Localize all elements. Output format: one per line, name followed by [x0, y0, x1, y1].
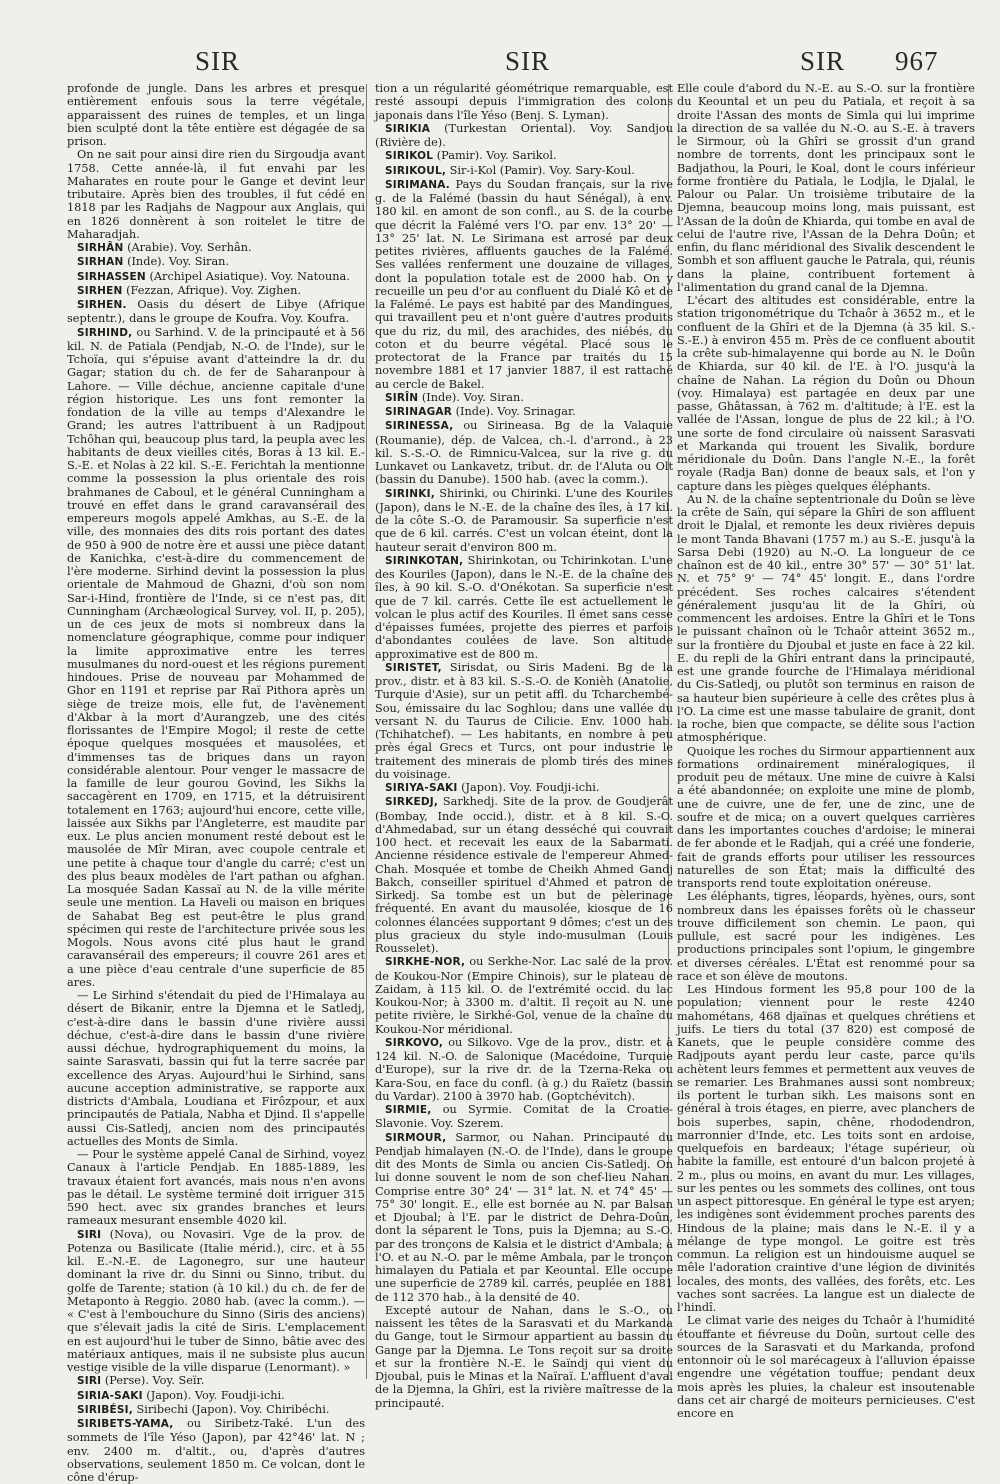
dictionary-entry — [67, 1374, 365, 1388]
entry-headword: SIRHEN. — [77, 299, 127, 311]
entry-text: Au N. de la chaîne septentrionale du Doûn se lève la crête de Saïn, qui sépare la Ghîri de son affluent droit le Djalal, et remonte les deux rivières depuis le mont Tanda Bhavani (1757 m.) au S.-E. jusqu'à la Sarsa Debi (1920) au N.-O. La longueur de ce chaînon est de 40 kil., entre 30° 57' — 30° 51' lat. N. et 75° 9' — 74° 45' longit. E., dans l'ordre précédent. Ses roches calcaires s'étendent généralement jusqu'au lit de la Ghîri, où commencent les ardoises. Entre la Ghîri et le Tons le puissant chaînon où le Tchaôr atteint 3652 m., sur la frontière du Djoubal et juste en face à 22 kil. E. du repli de la Ghîri entrant dans la principauté, est une grande fourche de l'Himalaya méridional du Cis-Satledj, ou plutôt son terminus en raison de sa hauteur bien supérieure à celle des crêtes plus à l'O. La cime est une masse tabulaire de granit, dont la roche, bien que compacte, se délite sous l'action atmosphérique. — [677, 492, 975, 745]
entry-text: Elle coule d'abord du N.-E. au S.-O. sur la frontière du Keountal et un peu du Patiala, et reçoit à sa droite l'Assan des monts de Simla qui lui imprime la direction de sa vallée du N.-O. au S.-E. à travers le Sirmour, où la Ghîri se grossit d'un grand nombre de torrents, dont les principaux sont le Badjathou, la Pouri, le Koal, dont le cours inférieur forme frontière du Patiala, le Lodjla, le Djalal, le Palour ou Palar. Un troisième tributaire de la Djemna, beaucoup moins long, mais puissant, est l'Assan de la doûn de Khiarda, qui tombe en aval de celui de l'autre rive, l'Assan de la Dehra Doûn; et enfin, du flanc méridional des Sivalik descendent le Sombh et son affluent gauche le Patrala, qui, réunis dans la plaine, contribuent fortement à l'alimentation du grand canal de la Djemna. — [677, 82, 975, 294]
entry-headword: SIRIKOUL, — [385, 164, 447, 177]
entry-text: ou Sarhind. V. de la principauté et à 56 kil. N. de Patiala (Pendjab, N.-O. de l'Inde), sur le Tchoïa, qui s'épuise avant d'atteindre la dr. du Gagar; station du ch. de fer de Saharanpour à Lahore. — Ville déchue, ancienne capitale d'une région historique. Les uns font remonter la fondation de la ville au temps d'Alexandre le Grand; les autres l'attribuent à un Radjpout Tchôhan qui, beaucoup plus tard, la peupla avec les habitants de deux vieilles cités, Boras à 13 kil. E.-S.-E. et Nolas à 22 kil. S.-E. Ferichtah la mentionne comme la possession la plus orientale des rois brahmanes de Caboul, et le général Cunningham a trouvé en effet dans le grand caravansérail des empereurs mogols appelé Amkhas, au S.-E. de la ville, des monnaies des dits rois portant des dates de 950 à 900 de notre ère et aussi une pièce datant de Kanichka, c'est-à-dire du commencement de l'ère moderne. Sirhind devint la possession la plus orientale de Mahmoud de Ghazni, d'où son nom Sar-i-Hind, frontière de l'Inde, si ce n'est pas, dit Cunningham (Archæological Survey, vol. II, p. 205), un de ces jeux de mots si nombreux dans la nomenclature géographique, comme pour indiquer la limite approximative entre les terres musulmanes du nord-ouest et les régions purement hindoues. Prise de nouveau par Mohammed de Ghor en 1191 et reprise par Raï Pithora après un siège de treize mois, elle fut, de l'avènement d'Akbar à la mort d'Aurangzeb, une des cités florissantes de l'Empire Mogol; il reste de cette époque quelques mosquées et mausolées, et d'immenses tas de briques dans un rayon considérable alentour. Pour venger le massacre de la famille de leur gourou Govind, les Sikhs la saccagèrent en 1709, en 1715, et la détruisirent totalement en 1763; aujourd'hui encore, cette ville, laissée aux Sikhs par l'Angleterre, est maudite par eux. Le plus ancien monument resté debout est le mausolée de Mîr Miran, avec coupole centrale et une petite à chaque tour d'angle du carré; c'est un des plus beaux modèles de l'art pathan ou afghan. La mosquée Sadan Kassaï au N. de la ville mérite seule une mention. La Haveli ou maison en briques de Sahabat Beg est peut-être le plus grand spécimen qui reste de l'architecture privée sous les Mogols. Nous avons cité plus haut le grand caravansérail des empereurs; il couvre 261 ares et a une pièce d'eau centrale d'une superficie de 85 ares. — [67, 325, 366, 989]
entry-text: L'écart des altitudes est considérable, entre la station trigonométrique du Tchaôr à 3652 m., et le confluent de la Ghîri et de la Djemna (à 35 kil. S.-S.-E.) à environ 455 m. Près de ce confluent aboutit la crête sub-himalayenne qui borde au N. le Doûn de Khiarda, sur 40 kil. de l'E. à l'O. jusqu'à la chaîne de Nahan. La région du Doûn ou Dhoun (voy. Himalaya) est partagée en deux par une passe, Ghâtassan, à 762 m. d'altitude; à l'E. est la vallée de l'Assan, longue de plus de 22 kil.; à l'O. une sorte de fond circulaire où naissent Sarasvati et Markanda qui trouent les Sivalik, bordure méridionale du Doûn. Dans l'angle N.-E., la forêt royale (Radja Ban) donne de beaux sals, et l'on y capture dans les pièges quelques éléphants. — [677, 294, 975, 493]
dictionary-entry — [67, 1403, 365, 1417]
entry-text: (Inde). Voy. Siran. — [127, 255, 230, 269]
entry-text: — Le Sirhind s'étendait du pied de l'Himalaya au désert de Bikanir, entre la Djemna et le Satledj, c'est-à-dire dans le bassin d'une rivière aussi déchue, c'est-à-dire dans le bassin d'une rivière aussi déchue, hydrographiquement du moins, la sainte Sarasvati, bassin qui fut la terre sacrée par excellence des Aryas. Aujourd'hui le Sirhind, sans aucune acception administrative, se rapporte aux districts d'Ambala, Loudiana et Firôzpour, et aux principautés de Patiala, Nabha et Djind. Il s'appelle aussi Cis-Satledj, ancien nom des principautés actuelles des Monts de Simla. — [67, 989, 365, 1148]
dictionary-entry — [375, 1131, 673, 1304]
dictionary-entry — [67, 241, 365, 255]
dictionary-entry — [375, 122, 673, 150]
entry-headword: SIRINAGAR — [385, 406, 453, 418]
entry-text: (Japon). Voy. Foudji-ichi. — [461, 781, 600, 794]
entry-headword: SIRIBETS-YAMA, — [77, 1418, 174, 1430]
entry-text: (Pamir). Voy. Sarikol. — [436, 149, 557, 163]
entry-text: On ne sait pour ainsi dire rien du Sirgoudja avant 1758. Cette année-là, il fut envahi par les Maharates en route pour le Gange et devint leur tributaire. Après bien des troubles, il fut cédé en 1818 par les Radjahs de Nagpour aux Anglais, qui en 1826 donnèrent à son roitelet le titre de Maharadjah. — [67, 148, 365, 241]
dictionary-entry — [67, 298, 365, 326]
entry-text: profonde de jungle. Dans les arbres et presque entièrement enfouis sous la terre végétale, apparaissent des ruines de temples, et un linga bien sculpté dont la tête entière est dégagée de sa prison. — [67, 82, 365, 148]
dictionary-entry — [375, 405, 673, 419]
entry-headword: SIRMIE, — [385, 1104, 432, 1116]
entry-text: Shirinki, ou Chirinki. L'une des Kouriles (Japon), dans le N.-E. de la chaîne des îles, à 17 kil. de la côte S.-O. de Paramousir. Sa superficie n'est que de 6 kil. carrés. C'est un volcan éteint, dont la hauteur serait d'environ 800 m. — [375, 486, 674, 554]
entry-text: (Nova), ou Novasiri. Vge de la prov. de Potenza ou Basilicate (Italie mérid.), circ. et à 55 kil. E.-N.-E. de Lagonegro, sur une hauteur dominant la rive dr. du Sinni ou Sinno, tribut. du golfe de Tarente; station (à 10 kil.) du ch. de fer de Metaponto à Reggio. 2080 hab. (avec la comm.). — « C'est à l'embouchure du Sinno (Siris des anciens) que s'élevait jadis la cité de Siris. L'emplacement en est aujourd'hui le tuber de Sinno, bâtie avec des matériaux antiques, mais il ne subsiste plus aucun vestige visible de la ville disparue (Lenormant). » — [67, 1227, 365, 1374]
entry-paragraph — [677, 745, 975, 891]
entry-text: ou Siribetz-Také. L'un des sommets de l'île Yéso (Japon), par 42°46' lat. N ; env. 2400 m. d'altit., ou, d'après d'autres observations, seulement 1850 m. Ce volcan, dont le cône d'érup- — [67, 1417, 365, 1484]
entry-headword: SIRHASSEN — [77, 270, 146, 283]
entry-text: ou Sirineasa. Bg de la Valaquie (Roumanie), dép. de Valcea, ch.-l. d'arrond., à 23 kil. S.-S.-O. de Rimnicu-Valcea, sur la rive g. du Lunkavet ou Lankavetz, tribut. dr. de l'Aluta ou Olt (bassin du Danube). 1500 hab. (avec la comm.). — [375, 419, 673, 487]
dictionary-entry — [375, 781, 673, 795]
dictionary-entry — [67, 1417, 365, 1484]
entry-headword: SIRIYA-SAKI — [385, 782, 458, 794]
dictionary-entry — [375, 955, 673, 1036]
dictionary-entry — [67, 1228, 365, 1375]
entry-headword: SIRINKI, — [385, 487, 435, 500]
dictionary-entry — [375, 1036, 673, 1103]
entry-headword: SIRIBÉSI, — [77, 1403, 133, 1416]
entry-paragraph — [677, 294, 975, 493]
entry-text: Sirisdat, ou Siris Madeni. Bg de la prov., distr. et à 83 kil. S.-S.-O. de Konièh (Anatolie, Turquie d'Asie), sur un petit affl. du Tcharchembé-Sou, émissaire du lac Soghlou; dans une vallée du versant N. du Taurus de Cilicie. Env. 1000 hab. (Tchihatchef). — Les habitants, en nombre à peu près égal Grecs et Turcs, ont pour industrie le traitement des minerais de plomb tirés des mines du voisinage. — [375, 660, 673, 781]
dictionary-entry — [375, 487, 673, 554]
dictionary-entry — [375, 178, 673, 391]
entry-headword: SIRHIND, — [77, 326, 133, 339]
entry-text: Sir-i-Kol (Pamir). Voy. Sary-Koul. — [449, 163, 635, 177]
entry-headword: SIRIKOL — [385, 150, 434, 163]
dictionary-entry — [375, 391, 673, 405]
entry-paragraph — [67, 82, 365, 148]
entry-paragraph — [677, 82, 975, 294]
entry-text: (Inde). Voy. Srinagar. — [455, 405, 576, 418]
entry-text: Le climat varie des neiges du Tchaôr à l'humidité étouffante et fiévreuse du Doûn, surtout celle des sources de la Sarasvati et du Markanda, profond entonnoir où le sol marécageux à l'alluvion épaisse engendre une végétation touffue; pendant deux mois après les pluies, la chaleur est insoutenable dans cet air chargé de moiteurs pernicieuses. C'est encore en — [677, 1314, 975, 1420]
entry-text: (Inde). Voy. Siran. — [421, 390, 524, 404]
dictionary-entry — [67, 1389, 365, 1403]
entry-headword: SIRÎN — [385, 391, 419, 404]
entry-headword: SIRINESSA, — [385, 420, 454, 433]
entry-headword: SIRINKOTAN, — [385, 554, 464, 567]
entry-text: Sarkhedj. Site de la prov. de Goudjerât (Bombay, Inde occid.), distr. et à 8 kil. S.-O. d'Ahmedabad, sur un étang desséché qui couvrait 100 hect. et recevait les eaux de la Sabarmati. Ancienne résidence estivale de l'empereur Ahmed-Chah. Mosquée et tombe de Cheikh Ahmed Gandj Bakch, conseiller spirituel d'Ahmed et patron de Sirkedj. Sa tombe est un but de pèlerinage fréquenté. En avant du mausolée, kiosque de 16 colonnes élancées supportant 9 dômes; c'est un des plus gracieux du style indo-musulman (Louis Rousselet). — [375, 795, 673, 955]
entry-headword: SIRISTET, — [385, 661, 442, 674]
text-column-3 — [677, 82, 975, 1420]
entry-headword: SIRMOUR, — [385, 1131, 447, 1144]
dictionary-entry — [375, 661, 673, 781]
entry-paragraph — [67, 1148, 365, 1228]
entry-headword: SIRHÂN — [77, 242, 124, 254]
entry-text: Shirinkotan, ou Tchirinkotan. L'une des Kouriles (Japon), dans le N.-E. de la chaîne des îles, à 90 kil. S.-O. d'Onékotan. Sa superficie n'est que de 7 kil. carrés. Cette île est actuellement le volcan le plus actif des Kouriles. Il émet sans cesse d'épaisses fumées, projette des pierres et parfois d'abondantes coulées de lave. Son altitude approximative est de 800 m. — [375, 553, 673, 661]
entry-text: tion a un régularité géométrique remarquable, est resté assoupi depuis l'immigration des colons japonais dans l'île Yéso (Benj. S. Lyman). — [375, 82, 673, 122]
entry-paragraph — [677, 983, 975, 1314]
entry-paragraph — [677, 890, 975, 983]
entry-headword: SIRKEDJ, — [385, 796, 439, 809]
entry-text: (Archipel Asiatique). Voy. Natouna. — [149, 269, 350, 283]
entry-headword: SIRKOVO, — [385, 1036, 444, 1049]
column-divider — [366, 84, 367, 1379]
dictionary-entry — [67, 270, 365, 284]
entry-text: ou Serkhe-Nor. Lac salé de la prov. de Koukou-Nor (Empire Chinois), sur le plateau de Zaidam, à 115 kil. O. de l'extrémité occid. du lac Koukou-Nor; à 3300 m. d'altit. Il reçoit au N. une petite rivière, le Sirkhé-Gol, venue de la chaîne du Koukou-Nor méridional. — [375, 955, 674, 1036]
entry-text: (Turkestan Oriental). Voy. Sandjou (Rivière de). — [375, 121, 673, 149]
entry-text: Les éléphants, tigres, léopards, hyènes, ours, sont nombreux dans les épaisses forêts où le chasseur trouve difficilement son chemin. Le paon, qui pullule, est sacré pour les indigènes. Les productions principales sont l'opium, le gingembre et diverses céréales. L'État est renommé pour sa race et son élève de moutons. — [677, 890, 975, 983]
entry-headword: SIRI — [77, 1228, 102, 1241]
dictionary-entry — [375, 554, 673, 661]
entry-paragraph — [677, 493, 975, 745]
text-column-1 — [67, 82, 366, 1484]
entry-paragraph — [375, 1304, 673, 1410]
dictionary-entry — [375, 149, 673, 163]
entry-text: Les Hindous forment les 95,8 pour 100 de la population; viennent pour le reste 4240 mahométans, 468 djaïnas et quelques chrétiens et juifs. Le tiers du total (37 820) est composé de Kanets, que le peuple considère comme des Radjpouts ayant perdu leur caste, parce qu'ils achètent leurs femmes et permettent aux veuves de se remarier. Les Brahmanes aussi sont nombreux; ils portent le turban sikh. Les maisons sont en général à trois étages, en pierre, avec planchers de bois superbes, sapin, chêne, rhododendron, marronnier d'Inde, etc. Les toits sont en ardoise, quelquefois en bardeaux; l'étage supérieur, où habite la famille, est entouré d'un balcon projeté à 2 m., plus ou moins, en avant du mur. Les villages, sur les pentes ou les sommets des collines, ont tous un aspect pittoresque. En général le type est aryen; les indigènes sont évidemment proches parents des Hindous de la plaine; mais dans le N.-E. il y a mélange de type mongol. Le goitre est très commun. La religion est un hindouisme auquel se mêle l'adoration craintive d'une légion de divinités locales, des monts, des vallées, des forêts, etc. Les vaches sont sacrées. La langue est un dialecte de l'hindî. — [677, 983, 975, 1314]
entry-headword: SIRKHE-NOR, — [385, 956, 466, 969]
dictionary-entry — [67, 326, 365, 990]
entry-text: — Pour le système appelé Canal de Sirhind, voyez Canaux à l'article Pendjab. En 1885-1889, les travaux étaient fort avancés, mais nous n'en avons pas le détail. Le système terminé doit irriguer 315 590 hect. avec six grandes branches et leurs rameaux mesurant ensemble 4020 kil. — [67, 1148, 365, 1228]
entry-headword: SIRHEN — [77, 284, 123, 297]
entry-text: Quoique les roches du Sirmour appartiennent aux formations ordinairement minéralogiques, il produit peu de métaux. Une mine de cuivre à Kalsi a été abandonnée; on exploite une mine de plomb, une de cuivre, une de fer, une de zinc, une de soufre et de mica; on a ouvert quelques carrières dans les importantes couches d'ardoise; le minerai de fer abonde et le Radjah, qui a créé une fonderie, fait de grands efforts pour utiliser les ressources naturelles de son État; mais la difficulté des transports rend toute exploitation onéreuse. — [677, 744, 975, 890]
entry-text: Pays du Soudan français, sur la rive g. de la Falémé (bassin du haut Sénégal), à env. 180 kil. en amont de son confl., au S. de la courbe que décrit la Falémé vers l'O. par env. 13° 20' — 13° 25' lat. N. Le Sirimana est arrosé par deux petites rivières, affluents gauches de la Falémé. Ses vallées renferment une douzaine de villages, dont la population totale est de 2000 hab. On y recueille un peu d'or au confluent du Dialé Kô et de la Falémé. Le pays est habité par des Mandingues, qui travaillent peu et n'ont guère d'autres produits que du riz, du mil, des arachides, des niébés, du coton et du beurre végétal. Placé sous le protectorat de la France par traités du 15 novembre 1881 et 17 janvier 1887, il est rattaché au cercle de Bakel. — [375, 177, 673, 391]
entry-text: (Arabie). Voy. Serhân. — [127, 241, 252, 254]
entry-headword: SIRIMANA. — [385, 178, 450, 191]
entry-text: (Fezzan, Afrique). Voy. Zighen. — [126, 283, 301, 297]
entry-text: Sarmor, ou Nahan. Principauté du Pendjab himalayen (N.-O. de l'Inde), dans le groupe dit des Monts de Simla ou ancien Cis-Satledj. On lui donne souvent le nom de son chef-lieu Nahan. Comprise entre 30° 24' — 31° lat. N. et 74° 45' — 75° 30' longit. E., elle est bornée au N. par Balsan et Djoubal; à l'E. par le district de Dehra-Doûn, dont la séparent le Tons, puis la Djemna; au S.-O. par des tronçons de Kalsia et le district d'Ambala; à l'O. et au N.-O. par le même Ambala, par le tronçon himalayen du Patiala et par Keountal. Elle occupe une superficie de 2789 kil. carrés, peuplée en 1881 de 112 370 hab., à la densité de 40. — [375, 1130, 673, 1304]
entry-headword: SIRIKIA — [385, 122, 431, 135]
dictionary-entry — [67, 255, 365, 269]
entry-paragraph — [67, 148, 365, 241]
page-number: 967 — [895, 46, 939, 76]
entry-text: ou Silkovo. Vge de la prov., distr. et à 124 kil. N.-O. de Salonique (Macédoine, Turquie d'Europe), sur la rive dr. de la Tzerna-Reka ou Kara-Sou, en face du confl. (à g.) du Raïetz (bassin du Vardar). 2100 à 3970 hab. (Goptchévitch). — [375, 1035, 673, 1103]
running-head-left: SIR — [195, 46, 241, 76]
running-head-center: SIR — [505, 46, 551, 76]
entry-paragraph — [67, 989, 365, 1148]
entry-headword: SIRIA-SAKI — [77, 1389, 143, 1402]
entry-paragraph — [677, 1314, 975, 1420]
dictionary-entry — [67, 284, 365, 298]
entry-paragraph — [375, 82, 673, 122]
dictionary-entry — [375, 164, 673, 178]
dictionary-entry — [375, 419, 673, 486]
entry-text: (Japon). Voy. Foudji-ichi. — [146, 1388, 285, 1402]
entry-text: (Perse). Voy. Seïr. — [104, 1374, 205, 1388]
running-head-right: SIR — [800, 46, 846, 76]
dictionary-entry — [375, 795, 673, 955]
entry-headword: SIRHAN — [77, 256, 124, 269]
entry-text: Oasis du désert de Libye (Afrique septentr.), dans le groupe de Koufra. Voy. Koufra. — [67, 298, 366, 326]
entry-text: Siribechi (Japon). Voy. Chiribéchi. — [136, 1402, 330, 1416]
entry-text: Excepté autour de Nahan, dans le S.-O., où naissent les têtes de la Sarasvati et du Markanda du Gange, tout le Sirmour appartient au bassin du Gange par la Djemna. Le Tons reçoit sur sa droite et sur la frontière N.-E. le Saïndj qui vient du Djoubal, puis le Minas et la Naïraï. L'affluent d'aval de la Djemna, la Ghîri, est la rivière maîtresse de la principauté. — [375, 1303, 673, 1410]
dictionary-entry — [375, 1103, 673, 1131]
entry-headword: SIRI — [77, 1375, 102, 1388]
text-column-2 — [375, 82, 674, 1410]
entry-text: ou Syrmie. Comitat de la Croatie-Slavonie. Voy. Szerem. — [375, 1103, 673, 1131]
